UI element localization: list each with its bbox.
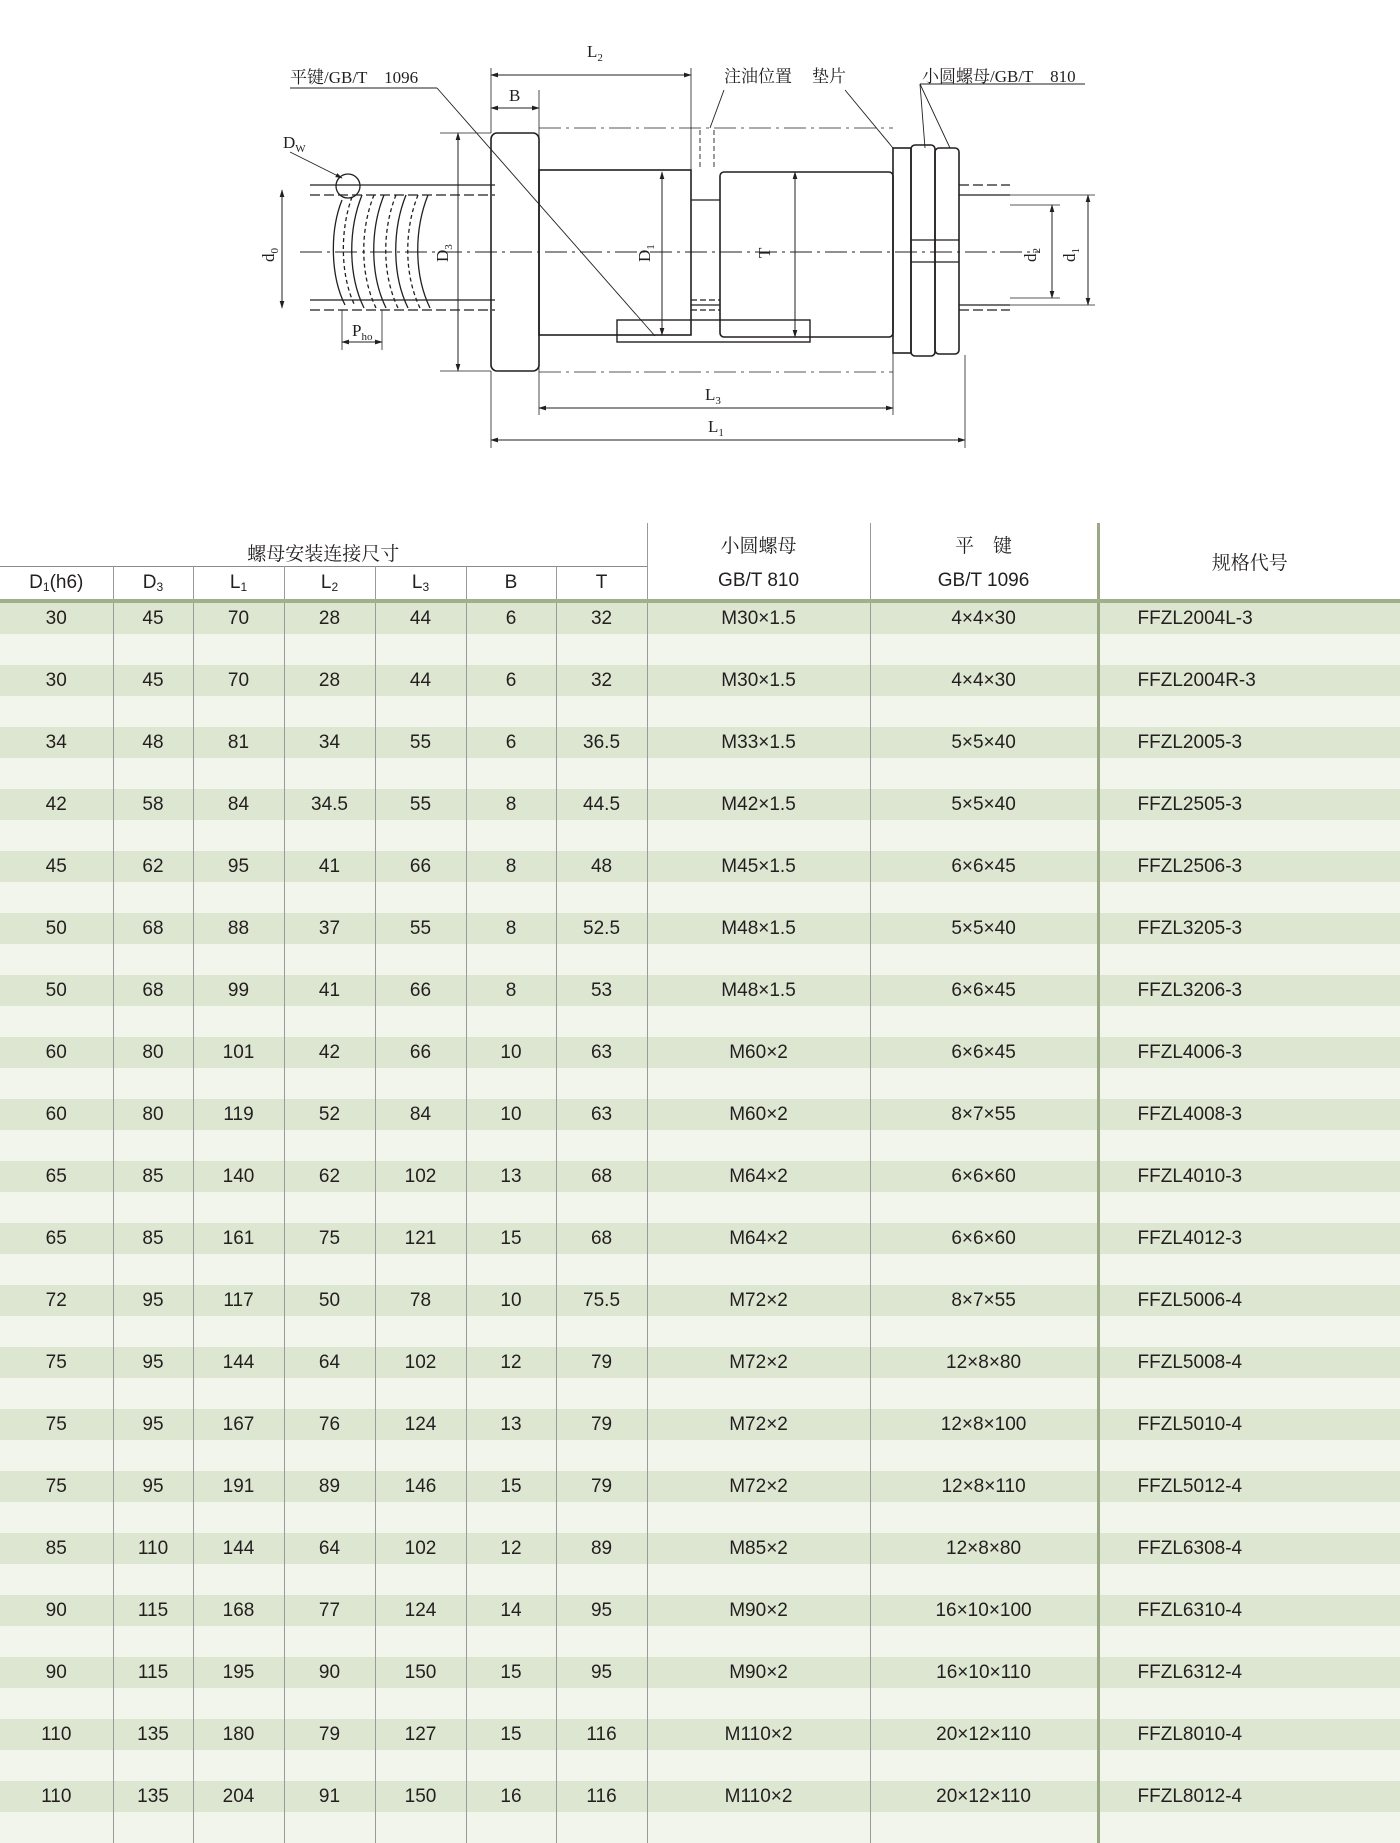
cell-d3: 95 [113, 1347, 193, 1378]
cell-l3: 84 [375, 1099, 466, 1130]
cell-round-nut: M48×1.5 [647, 913, 870, 944]
cell-d3: 48 [113, 727, 193, 758]
cell-l1: 117 [193, 1285, 284, 1316]
table-row [0, 1781, 1400, 1812]
cell-flat-key: 20×12×110 [870, 1781, 1098, 1812]
cell-flat-key: 5×5×40 [870, 913, 1098, 944]
cell-t: 116 [556, 1781, 647, 1812]
cell-flat-key: 5×5×40 [870, 789, 1098, 820]
cell-d1: 90 [0, 1595, 113, 1626]
cell-flat-key: 20×12×110 [870, 1719, 1098, 1750]
cell-l3: 150 [375, 1781, 466, 1812]
cell-round-nut: M30×1.5 [647, 665, 870, 696]
cell-d3: 95 [113, 1471, 193, 1502]
cell-flat-key: 12×8×110 [870, 1471, 1098, 1502]
table-row [0, 1657, 1400, 1688]
cell-l3: 44 [375, 665, 466, 696]
cell-l3: 44 [375, 601, 466, 634]
cell-l2: 41 [284, 975, 375, 1006]
cell-round-nut: M30×1.5 [647, 601, 870, 634]
col-header-l3: $L_3$ [375, 567, 466, 600]
cell-b: 10 [466, 1037, 556, 1068]
table-spacer-row [0, 820, 1400, 851]
cell-l3: 102 [375, 1161, 466, 1192]
cell-flat-key: 16×10×110 [870, 1657, 1098, 1688]
cell-l1: 144 [193, 1533, 284, 1564]
cell-l2: 42 [284, 1037, 375, 1068]
cell-spec-code: FFZL8010-4 [1098, 1719, 1400, 1750]
col-header-t: T [556, 567, 647, 600]
cell-b: 16 [466, 1781, 556, 1812]
cell-d1: 72 [0, 1285, 113, 1316]
cell-t: 79 [556, 1347, 647, 1378]
cell-round-nut: M60×2 [647, 1037, 870, 1068]
cell-t: 52.5 [556, 913, 647, 944]
col-header-b: B [466, 567, 556, 600]
cell-l2: 77 [284, 1595, 375, 1626]
cell-l2: 76 [284, 1409, 375, 1440]
cell-l3: 124 [375, 1595, 466, 1626]
cell-d1: 65 [0, 1161, 113, 1192]
table-spacer-row [0, 1812, 1400, 1843]
cell-l1: 161 [193, 1223, 284, 1254]
cell-t: 95 [556, 1657, 647, 1688]
cell-d3: 95 [113, 1409, 193, 1440]
cell-b: 15 [466, 1223, 556, 1254]
cell-t: 44.5 [556, 789, 647, 820]
cell-b: 8 [466, 913, 556, 944]
cell-d3: 80 [113, 1037, 193, 1068]
cell-spec-code: FFZL6312-4 [1098, 1657, 1400, 1688]
cell-t: 48 [556, 851, 647, 882]
table-row [0, 1595, 1400, 1626]
label-d2: $d_2$ [1021, 248, 1043, 262]
table-row [0, 1223, 1400, 1254]
table-row [0, 1285, 1400, 1316]
cell-d1: 30 [0, 601, 113, 634]
table-spacer-row [0, 1440, 1400, 1471]
table-row [0, 1533, 1400, 1564]
cell-round-nut: M72×2 [647, 1347, 870, 1378]
cell-flat-key: 6×6×60 [870, 1161, 1098, 1192]
cell-l2: 52 [284, 1099, 375, 1130]
cell-t: 63 [556, 1037, 647, 1068]
cell-l3: 66 [375, 975, 466, 1006]
label-l2: $L_2$ [587, 42, 603, 64]
label-d1-shaft: $d_1$ [1060, 248, 1082, 262]
cell-b: 12 [466, 1347, 556, 1378]
table-spacer-row [0, 944, 1400, 975]
cell-l1: 95 [193, 851, 284, 882]
table-spacer-row [0, 1750, 1400, 1781]
table-spacer-row [0, 1378, 1400, 1409]
cell-round-nut: M72×2 [647, 1285, 870, 1316]
cell-d3: 62 [113, 851, 193, 882]
label-key: 平键/GB/T 1096 [290, 68, 419, 87]
table-row [0, 913, 1400, 944]
cell-flat-key: 6×6×60 [870, 1223, 1098, 1254]
table-row [0, 1037, 1400, 1068]
cell-l1: 204 [193, 1781, 284, 1812]
cell-flat-key: 6×6×45 [870, 851, 1098, 882]
label-l1: $L_1$ [708, 417, 724, 439]
table-spacer-row [0, 1688, 1400, 1719]
cell-t: 32 [556, 601, 647, 634]
cell-d1: 60 [0, 1037, 113, 1068]
cell-flat-key: 16×10×100 [870, 1595, 1098, 1626]
cell-l3: 66 [375, 1037, 466, 1068]
cell-round-nut: M64×2 [647, 1161, 870, 1192]
cell-spec-code: FFZL2506-3 [1098, 851, 1400, 882]
cell-spec-code: FFZL4006-3 [1098, 1037, 1400, 1068]
thread-helix [333, 174, 430, 308]
cell-l3: 102 [375, 1347, 466, 1378]
cell-l3: 124 [375, 1409, 466, 1440]
cell-d3: 68 [113, 975, 193, 1006]
label-round-nut: 小圆螺母/GB/T 810 [922, 67, 1076, 86]
cell-l1: 119 [193, 1099, 284, 1130]
table-spacer-row [0, 1192, 1400, 1223]
cell-l1: 70 [193, 665, 284, 696]
cell-d3: 135 [113, 1719, 193, 1750]
cell-d3: 110 [113, 1533, 193, 1564]
col-header-l2: $L_2$ [284, 567, 375, 600]
cell-d3: 135 [113, 1781, 193, 1812]
cell-l3: 78 [375, 1285, 466, 1316]
cell-b: 14 [466, 1595, 556, 1626]
table-row [0, 1719, 1400, 1750]
label-gasket: 垫片 [812, 67, 846, 86]
table-spacer-row [0, 1130, 1400, 1161]
table-row [0, 665, 1400, 696]
cell-spec-code: FFZL4010-3 [1098, 1161, 1400, 1192]
cell-round-nut: M64×2 [647, 1223, 870, 1254]
cell-d3: 45 [113, 601, 193, 634]
cell-d3: 80 [113, 1099, 193, 1130]
cell-d1: 50 [0, 913, 113, 944]
cell-l3: 55 [375, 913, 466, 944]
header-flat-key: 平 键 GB/T 1096 [870, 523, 1098, 599]
table-spacer-row [0, 696, 1400, 727]
cell-round-nut: M60×2 [647, 1099, 870, 1130]
cell-d3: 85 [113, 1161, 193, 1192]
cell-t: 89 [556, 1533, 647, 1564]
cell-flat-key: 4×4×30 [870, 665, 1098, 696]
label-d3: $D_3$ [433, 244, 455, 262]
cell-d1: 90 [0, 1657, 113, 1688]
cell-b: 15 [466, 1657, 556, 1688]
cell-d3: 85 [113, 1223, 193, 1254]
cell-d3: 45 [113, 665, 193, 696]
cell-b: 10 [466, 1285, 556, 1316]
cell-l1: 140 [193, 1161, 284, 1192]
label-oil-position: 注油位置 [724, 67, 792, 86]
table-row [0, 1471, 1400, 1502]
cell-round-nut: M90×2 [647, 1657, 870, 1688]
cell-round-nut: M33×1.5 [647, 727, 870, 758]
label-dw: $D_W$ [283, 133, 306, 155]
cell-l2: 62 [284, 1161, 375, 1192]
cell-round-nut: M110×2 [647, 1719, 870, 1750]
cell-l1: 168 [193, 1595, 284, 1626]
cell-flat-key: 6×6×45 [870, 975, 1098, 1006]
cell-l2: 91 [284, 1781, 375, 1812]
header-spec-code: 规格代号 [1211, 552, 1288, 574]
cell-t: 53 [556, 975, 647, 1006]
table-spacer-row [0, 1316, 1400, 1347]
cell-d1: 85 [0, 1533, 113, 1564]
cell-l2: 50 [284, 1285, 375, 1316]
cell-b: 15 [466, 1471, 556, 1502]
cell-t: 95 [556, 1595, 647, 1626]
cell-t: 63 [556, 1099, 647, 1130]
cell-d1: 110 [0, 1781, 113, 1812]
cell-d1: 75 [0, 1409, 113, 1440]
cell-l1: 180 [193, 1719, 284, 1750]
cell-spec-code: FFZL6310-4 [1098, 1595, 1400, 1626]
cell-d1: 60 [0, 1099, 113, 1130]
cell-l1: 101 [193, 1037, 284, 1068]
cell-l3: 146 [375, 1471, 466, 1502]
dimension-table [0, 523, 1400, 1843]
col-header-l1: $L_1$ [193, 567, 284, 600]
cell-l1: 88 [193, 913, 284, 944]
cell-b: 6 [466, 601, 556, 634]
table-spacer-row [0, 1564, 1400, 1595]
cell-l2: 37 [284, 913, 375, 944]
cell-d3: 58 [113, 789, 193, 820]
cell-l2: 64 [284, 1533, 375, 1564]
cell-b: 15 [466, 1719, 556, 1750]
cell-t: 68 [556, 1223, 647, 1254]
cell-l3: 66 [375, 851, 466, 882]
table-row [0, 1409, 1400, 1440]
cell-t: 79 [556, 1471, 647, 1502]
label-l3: $L_3$ [705, 385, 721, 407]
cell-d3: 115 [113, 1595, 193, 1626]
cell-b: 6 [466, 665, 556, 696]
table-row [0, 975, 1400, 1006]
label-t: T [755, 247, 774, 258]
cell-l2: 79 [284, 1719, 375, 1750]
table-spacer-row [0, 882, 1400, 913]
cell-d1: 110 [0, 1719, 113, 1750]
cell-flat-key: 8×7×55 [870, 1285, 1098, 1316]
cell-t: 75.5 [556, 1285, 647, 1316]
cell-spec-code: FFZL4012-3 [1098, 1223, 1400, 1254]
cell-b: 13 [466, 1409, 556, 1440]
cell-l1: 191 [193, 1471, 284, 1502]
cell-t: 116 [556, 1719, 647, 1750]
cell-t: 79 [556, 1409, 647, 1440]
cell-d1: 75 [0, 1347, 113, 1378]
cell-spec-code: FFZL8012-4 [1098, 1781, 1400, 1812]
table-spacer-row [0, 1626, 1400, 1657]
cell-l3: 55 [375, 789, 466, 820]
table-row [0, 727, 1400, 758]
table-row [0, 1347, 1400, 1378]
header-round-nut: 小圆螺母 GB/T 810 [647, 523, 870, 599]
cell-round-nut: M45×1.5 [647, 851, 870, 882]
cell-spec-code: FFZL2505-3 [1098, 789, 1400, 820]
cell-l2: 34.5 [284, 789, 375, 820]
cell-b: 10 [466, 1099, 556, 1130]
cell-spec-code: FFZL5012-4 [1098, 1471, 1400, 1502]
table-row [0, 1161, 1400, 1192]
cell-spec-code: FFZL5006-4 [1098, 1285, 1400, 1316]
cell-round-nut: M90×2 [647, 1595, 870, 1626]
cell-t: 32 [556, 665, 647, 696]
cell-flat-key: 4×4×30 [870, 601, 1098, 634]
cell-round-nut: M110×2 [647, 1781, 870, 1812]
table-row [0, 601, 1400, 634]
cell-l2: 90 [284, 1657, 375, 1688]
cell-flat-key: 5×5×40 [870, 727, 1098, 758]
cell-t: 36.5 [556, 727, 647, 758]
cell-t: 68 [556, 1161, 647, 1192]
cell-round-nut: M42×1.5 [647, 789, 870, 820]
cell-flat-key: 8×7×55 [870, 1099, 1098, 1130]
cell-spec-code: FFZL3206-3 [1098, 975, 1400, 1006]
table-row [0, 789, 1400, 820]
cell-spec-code: FFZL2005-3 [1098, 727, 1400, 758]
cell-round-nut: M72×2 [647, 1409, 870, 1440]
cell-l3: 150 [375, 1657, 466, 1688]
cell-l1: 70 [193, 601, 284, 634]
table-spacer-row [0, 1006, 1400, 1037]
cell-l2: 75 [284, 1223, 375, 1254]
cell-l2: 28 [284, 601, 375, 634]
cell-l3: 121 [375, 1223, 466, 1254]
cell-b: 8 [466, 975, 556, 1006]
table-row [0, 851, 1400, 882]
cell-l2: 34 [284, 727, 375, 758]
cell-spec-code: FFZL5010-4 [1098, 1409, 1400, 1440]
cell-spec-code: FFZL5008-4 [1098, 1347, 1400, 1378]
cell-d1: 50 [0, 975, 113, 1006]
cell-l3: 102 [375, 1533, 466, 1564]
cell-l1: 144 [193, 1347, 284, 1378]
cell-d1: 45 [0, 851, 113, 882]
table-row [0, 1099, 1400, 1130]
cell-l3: 55 [375, 727, 466, 758]
table-spacer-row [0, 1502, 1400, 1533]
technical-drawing [0, 0, 1400, 480]
cell-l2: 89 [284, 1471, 375, 1502]
cell-l1: 167 [193, 1409, 284, 1440]
cell-round-nut: M72×2 [647, 1471, 870, 1502]
cell-l1: 84 [193, 789, 284, 820]
cell-spec-code: FFZL3205-3 [1098, 913, 1400, 944]
cell-d3: 115 [113, 1657, 193, 1688]
cell-spec-code: FFZL6308-4 [1098, 1533, 1400, 1564]
cell-flat-key: 6×6×45 [870, 1037, 1098, 1068]
table-spacer-row [0, 758, 1400, 789]
cell-d1: 42 [0, 789, 113, 820]
cell-flat-key: 12×8×80 [870, 1533, 1098, 1564]
cell-l2: 64 [284, 1347, 375, 1378]
cell-b: 8 [466, 851, 556, 882]
label-d1-nut: $D_1$ [635, 244, 657, 262]
group-header-install-dimensions: 螺母安装连接尺寸 [0, 523, 647, 567]
cell-l2: 28 [284, 665, 375, 696]
cell-spec-code: FFZL2004R-3 [1098, 665, 1400, 696]
cell-round-nut: M48×1.5 [647, 975, 870, 1006]
cell-l1: 99 [193, 975, 284, 1006]
cell-spec-code: FFZL4008-3 [1098, 1099, 1400, 1130]
cell-d1: 75 [0, 1471, 113, 1502]
cell-d1: 34 [0, 727, 113, 758]
cell-round-nut: M85×2 [647, 1533, 870, 1564]
cell-d3: 95 [113, 1285, 193, 1316]
label-b: B [509, 86, 521, 105]
table-spacer-row [0, 1254, 1400, 1285]
cell-b: 6 [466, 727, 556, 758]
cell-l1: 81 [193, 727, 284, 758]
cell-d3: 68 [113, 913, 193, 944]
label-pho: $P_{ho}$ [352, 321, 373, 343]
cell-d1: 65 [0, 1223, 113, 1254]
table-spacer-row [0, 1068, 1400, 1099]
cell-spec-code: FFZL2004L-3 [1098, 601, 1400, 634]
cell-b: 12 [466, 1533, 556, 1564]
cell-flat-key: 12×8×80 [870, 1347, 1098, 1378]
cell-b: 8 [466, 789, 556, 820]
table-spacer-row [0, 634, 1400, 665]
cell-b: 13 [466, 1161, 556, 1192]
cell-l2: 41 [284, 851, 375, 882]
cell-d1: 30 [0, 665, 113, 696]
cell-l3: 127 [375, 1719, 466, 1750]
label-d0: $d_0$ [259, 248, 281, 262]
cell-l1: 195 [193, 1657, 284, 1688]
col-header-d1: $D_1(h6)$ [0, 567, 113, 600]
cell-flat-key: 12×8×100 [870, 1409, 1098, 1440]
col-header-d3: $D_3$ [113, 567, 193, 600]
